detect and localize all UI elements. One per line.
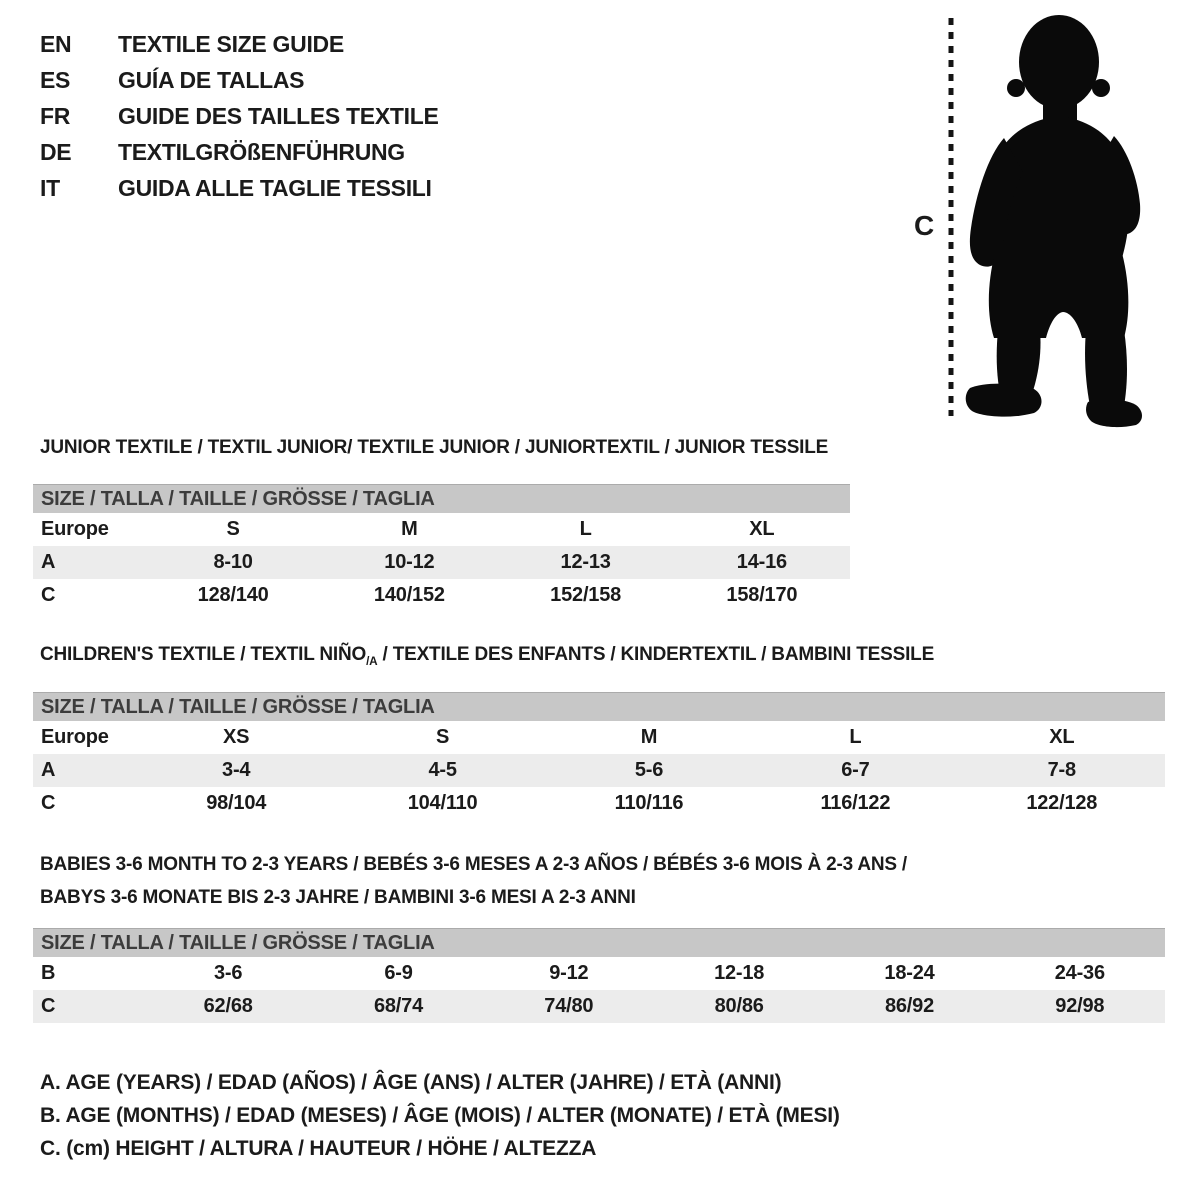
language-code: ES — [40, 66, 71, 93]
row-label: C — [41, 792, 56, 814]
babies-size-table — [33, 928, 1165, 1023]
table-row — [33, 721, 1165, 754]
language-code: IT — [40, 174, 60, 201]
language-row-es — [40, 62, 439, 98]
language-title: TEXTILE SIZE GUIDE — [118, 30, 344, 57]
size-cell: XL — [1049, 726, 1075, 748]
babies-title-line2: BABYS 3-6 MONATE BIS 2-3 JAHRE / BAMBINI 3-6 MESI A 2-3 ANNI — [40, 887, 636, 908]
size-cell: S — [436, 726, 450, 748]
babies-title-line1: BABIES 3-6 MONTH TO 2-3 YEARS / BEBÉS 3-6 MESES A 2-3 AÑOS / BÉBÉS 3-6 MOIS À 2-3 ANS / — [40, 854, 908, 875]
toddler-silhouette-shape — [966, 15, 1142, 427]
children-section-title — [40, 644, 934, 668]
row-label: Europe — [41, 726, 109, 748]
size-cell: 140/152 — [373, 584, 445, 606]
size-cell: M — [401, 518, 418, 540]
size-table-header: SIZE / TALLA / TAILLE / GRÖSSE / TAGLIA — [33, 692, 1165, 721]
children-size-table — [33, 692, 1165, 820]
size-cell: 68/74 — [373, 995, 424, 1017]
row-label: B — [41, 962, 56, 984]
legend-line-a: A. AGE (YEARS) / EDAD (AÑOS) / ÂGE (ANS) / ALTER (JAHRE) / ETÀ (ANNI) — [40, 1071, 782, 1094]
size-cell: M — [640, 726, 658, 748]
language-list — [40, 26, 439, 206]
table-row — [33, 579, 850, 612]
size-cell: 110/116 — [614, 792, 684, 814]
row-label: C — [41, 995, 56, 1017]
size-cell: 7-8 — [1047, 759, 1076, 781]
size-cell: 3-4 — [222, 759, 251, 781]
size-cell: 158/170 — [726, 584, 798, 606]
size-cell: 122/128 — [1026, 792, 1098, 814]
size-cell: S — [226, 518, 240, 540]
language-code: EN — [40, 30, 72, 57]
size-cell: 18-24 — [884, 962, 935, 984]
size-cell: 12-13 — [560, 551, 611, 573]
toddler-silhouette-icon — [900, 8, 1150, 428]
size-cell: 14-16 — [736, 551, 787, 573]
size-cell: 86/92 — [884, 995, 935, 1017]
table-row — [33, 546, 850, 579]
size-cell: 6-9 — [384, 962, 413, 984]
legend — [40, 1066, 840, 1165]
size-cell: 12-18 — [714, 962, 765, 984]
size-cell: 5-6 — [634, 759, 664, 781]
size-cell: 98/104 — [206, 792, 267, 814]
size-cell: L — [849, 726, 862, 748]
size-cell: 152/158 — [550, 584, 622, 606]
language-row-it — [40, 170, 439, 206]
language-title: GUIDE DES TAILLES TEXTILE — [118, 102, 439, 129]
legend-line-b: B. AGE (MONTHS) / EDAD (MESES) / ÂGE (MOIS) / ALTER (MONATE) / ETÀ (MESI) — [40, 1104, 840, 1127]
junior-size-table — [33, 484, 850, 612]
size-cell: 4-5 — [428, 759, 457, 781]
size-cell: 62/68 — [203, 995, 253, 1017]
size-cell: L — [579, 518, 592, 540]
size-cell: 116/122 — [820, 792, 891, 814]
size-cell: 128/140 — [197, 584, 269, 606]
row-label: A — [41, 759, 56, 781]
language-title: GUIDA ALLE TAGLIE TESSILI — [118, 174, 432, 201]
size-cell: 24-36 — [1054, 962, 1105, 984]
size-table-header: SIZE / TALLA / TAILLE / GRÖSSE / TAGLIA — [33, 484, 850, 513]
size-cell: 80/86 — [714, 995, 764, 1017]
language-title: TEXTILGRÖßENFÜHRUNG — [118, 138, 405, 165]
language-row-fr — [40, 98, 439, 134]
legend-line-c: C. (cm) HEIGHT / ALTURA / HAUTEUR / HÖHE / ALTEZZA — [40, 1137, 597, 1160]
row-label: A — [41, 551, 56, 573]
language-row-en — [40, 26, 439, 62]
size-cell: 74/80 — [544, 995, 594, 1017]
language-code: DE — [40, 138, 72, 165]
size-cell: XL — [749, 518, 775, 540]
table-row — [33, 754, 1165, 787]
row-label: Europe — [41, 518, 109, 540]
children-title-rest: / TEXTILE DES ENFANTS / KINDERTEXTIL / BAMBINI TESSILE — [377, 644, 935, 665]
children-title-main: CHILDREN'S TEXTILE / TEXTIL NIÑO — [40, 644, 367, 665]
language-code: FR — [40, 102, 71, 129]
table-row — [33, 787, 1165, 820]
language-title: GUÍA DE TALLAS — [118, 66, 305, 93]
table-row — [33, 957, 1165, 990]
size-cell: 8-10 — [213, 551, 253, 573]
junior-section-title: JUNIOR TEXTILE / TEXTIL JUNIOR/ TEXTILE JUNIOR / JUNIORTEXTIL / JUNIOR TESSILE — [40, 437, 829, 458]
language-row-de — [40, 134, 439, 170]
table-row — [33, 513, 850, 546]
size-cell: 92/98 — [1055, 995, 1105, 1017]
size-cell: 104/110 — [407, 792, 478, 814]
babies-section-title — [40, 848, 1000, 914]
size-table-header: SIZE / TALLA / TAILLE / GRÖSSE / TAGLIA — [33, 928, 1165, 957]
children-title-subscript: /A — [366, 654, 378, 668]
size-cell: XS — [223, 726, 250, 748]
size-cell: 6-7 — [841, 759, 870, 781]
row-label: C — [41, 584, 56, 606]
height-measure-label: C — [914, 210, 935, 241]
size-cell: 10-12 — [384, 551, 435, 573]
size-cell: 3-6 — [214, 962, 243, 984]
size-cell: 9-12 — [549, 962, 589, 984]
table-row — [33, 990, 1165, 1023]
